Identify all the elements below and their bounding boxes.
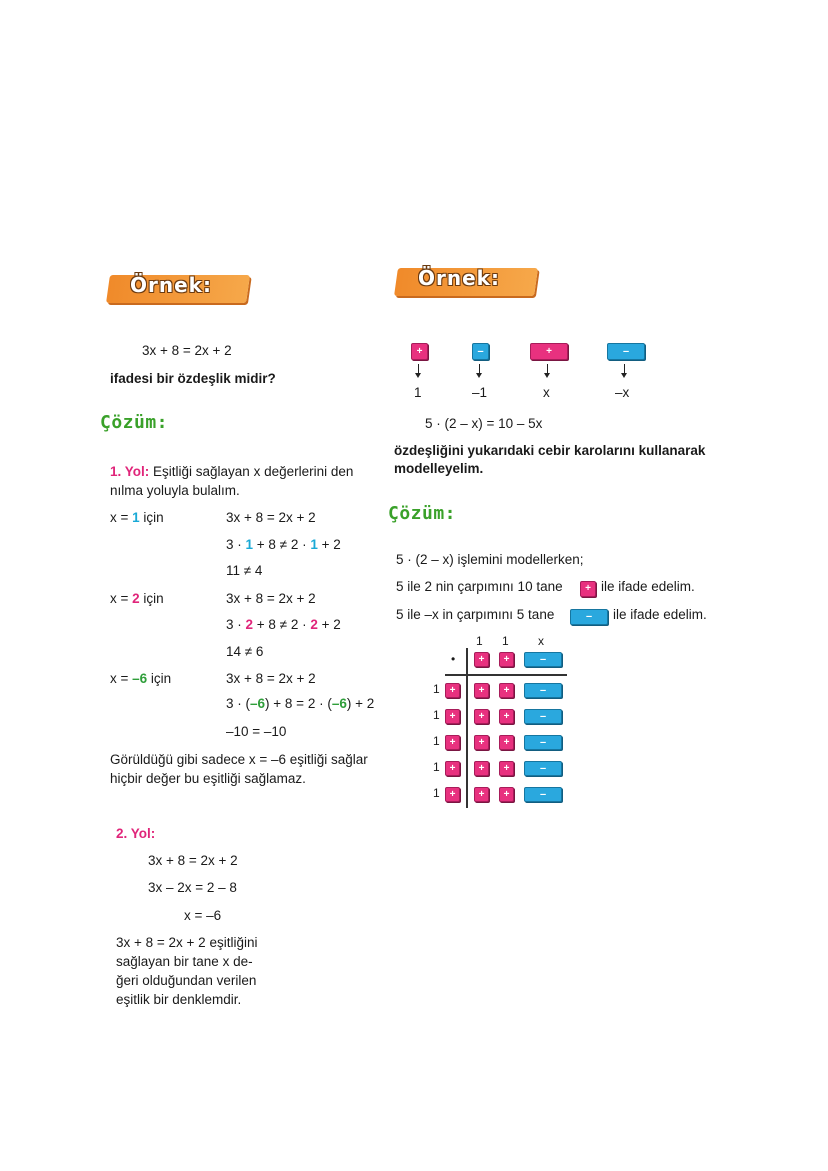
case-x-6-equation: 3x + 8 = 2x + 2 bbox=[226, 671, 316, 686]
method2-para-line4: eşitlik bir denklemdir. bbox=[116, 992, 242, 1007]
grid-row-label: 1 bbox=[433, 734, 440, 748]
grid-product-tile bbox=[499, 683, 514, 698]
grid-vertical-line bbox=[466, 648, 468, 808]
grid-header-tile bbox=[474, 652, 489, 667]
example-badge-text: Örnek: bbox=[130, 273, 212, 297]
case-x1-equation: 3x + 8 = 2x + 2 bbox=[226, 510, 316, 525]
identity-desc-line1: özdeşliğini yukarıdaki cebir karolarını kullanarak bbox=[394, 443, 706, 458]
conclusion-line2: hiçbir değer bu eşitliği sağlamaz. bbox=[110, 771, 306, 786]
grid-row-header-tile bbox=[445, 761, 460, 776]
case-x1-substitution: 3 · 1 + 8 ≠ 2 · 1 + 2 bbox=[226, 537, 341, 552]
solution-heading: Çözüm: bbox=[388, 503, 457, 524]
tile-label-1: 1 bbox=[414, 385, 422, 400]
grid-product-tile bbox=[474, 735, 489, 750]
grid-product-tile bbox=[499, 787, 514, 802]
grid-product-tile bbox=[524, 709, 562, 724]
grid-row-label: 1 bbox=[433, 708, 440, 722]
case-x-6-label: x = –6 için bbox=[110, 671, 172, 686]
method2-para-line3: ğeri olduğundan verilen bbox=[116, 973, 257, 988]
arrow-down-icon bbox=[547, 364, 548, 376]
case-x-6-substitution: 3 · (–6) + 8 = 2 · (–6) + 2 bbox=[226, 696, 375, 711]
identity-desc-line2: modelleyelim. bbox=[394, 461, 484, 476]
tile-label-minus-1: –1 bbox=[472, 385, 488, 400]
grid-row-header-tile bbox=[445, 735, 460, 750]
grid-product-tile bbox=[524, 683, 562, 698]
grid-header-tile bbox=[524, 652, 562, 667]
grid-row-label: 1 bbox=[433, 760, 440, 774]
tile-positive-x bbox=[530, 343, 568, 360]
case-x1-label: x = 1 için bbox=[110, 510, 164, 525]
method2-step3: x = –6 bbox=[184, 908, 222, 923]
arrow-down-icon bbox=[418, 364, 419, 376]
method2-step2: 3x – 2x = 2 – 8 bbox=[148, 880, 237, 895]
tile-label-minus-x: –x bbox=[615, 385, 630, 400]
grid-header-tile bbox=[499, 652, 514, 667]
tile-negative-x bbox=[607, 343, 645, 360]
case-x2-substitution: 3 · 2 + 8 ≠ 2 · 2 + 2 bbox=[226, 617, 341, 632]
grid-row-header-tile bbox=[445, 787, 460, 802]
grid-col-label: 1 bbox=[502, 634, 509, 648]
grid-col-label: x bbox=[538, 634, 544, 648]
example-badge-text: Örnek: bbox=[418, 266, 500, 290]
grid-horizontal-line bbox=[445, 674, 567, 676]
identity-equation: 5 · (2 – x) = 10 – 5x bbox=[425, 416, 543, 431]
grid-product-tile bbox=[474, 709, 489, 724]
case-x2-equation: 3x + 8 = 2x + 2 bbox=[226, 591, 316, 606]
grid-product-tile bbox=[524, 735, 562, 750]
tile-negative-x bbox=[570, 609, 608, 625]
grid-product-tile bbox=[474, 761, 489, 776]
method2-para-line1: 3x + 8 = 2x + 2 eşitliğini bbox=[116, 935, 258, 950]
grid-product-tile bbox=[474, 787, 489, 802]
tile-label-x: x bbox=[543, 385, 550, 400]
step-line2-a: 5 ile 2 nin çarpımını 10 tane bbox=[396, 579, 563, 594]
method1-label: 1. Yol: bbox=[110, 464, 150, 479]
step-line2-b: ile ifade edelim. bbox=[601, 579, 695, 594]
case-x2-label: x = 2 için bbox=[110, 591, 164, 606]
solution-heading: Çözüm: bbox=[100, 412, 169, 433]
conclusion-line1: Görüldüğü gibi sadece x = –6 eşitliği sağlar bbox=[110, 752, 368, 767]
method1-line1 bbox=[110, 464, 353, 479]
method1-line2: nılma yoluyla bulalım. bbox=[110, 483, 240, 498]
method1-text: Eşitliği sağlayan x değerlerini den bbox=[149, 464, 354, 479]
grid-col-label: 1 bbox=[476, 634, 483, 648]
step-line1: 5 · (2 – x) işlemini modellerken; bbox=[396, 552, 584, 567]
method2-step1: 3x + 8 = 2x + 2 bbox=[148, 853, 238, 868]
question-text: ifadesi bir özdeşlik midir? bbox=[110, 371, 276, 386]
case-x-6-result: –10 = –10 bbox=[226, 724, 287, 739]
tile-negative-one bbox=[472, 343, 489, 360]
grid-product-tile bbox=[474, 683, 489, 698]
grid-product-tile bbox=[499, 735, 514, 750]
grid-product-tile bbox=[524, 787, 562, 802]
grid-row-label: 1 bbox=[433, 682, 440, 696]
tile-positive-one bbox=[580, 581, 596, 597]
step-line3-b: ile ifade edelim. bbox=[613, 607, 707, 622]
grid-product-tile bbox=[499, 709, 514, 724]
step-line3-a: 5 ile –x in çarpımını 5 tane bbox=[396, 607, 555, 622]
arrow-down-icon bbox=[624, 364, 625, 376]
grid-row-header-tile bbox=[445, 709, 460, 724]
case-x2-result: 14 ≠ 6 bbox=[226, 644, 264, 659]
grid-row-header-tile bbox=[445, 683, 460, 698]
grid-product-tile bbox=[524, 761, 562, 776]
grid-row-label: 1 bbox=[433, 786, 440, 800]
grid-product-tile bbox=[499, 761, 514, 776]
case-x1-result: 11 ≠ 4 bbox=[226, 563, 263, 578]
tile-positive-one bbox=[411, 343, 428, 360]
method2-label: 2. Yol: bbox=[116, 826, 156, 841]
grid-corner-dot: • bbox=[451, 652, 456, 666]
arrow-down-icon bbox=[479, 364, 480, 376]
method2-para-line2: sağlayan bir tane x de- bbox=[116, 954, 253, 969]
given-equation: 3x + 8 = 2x + 2 bbox=[142, 343, 232, 358]
